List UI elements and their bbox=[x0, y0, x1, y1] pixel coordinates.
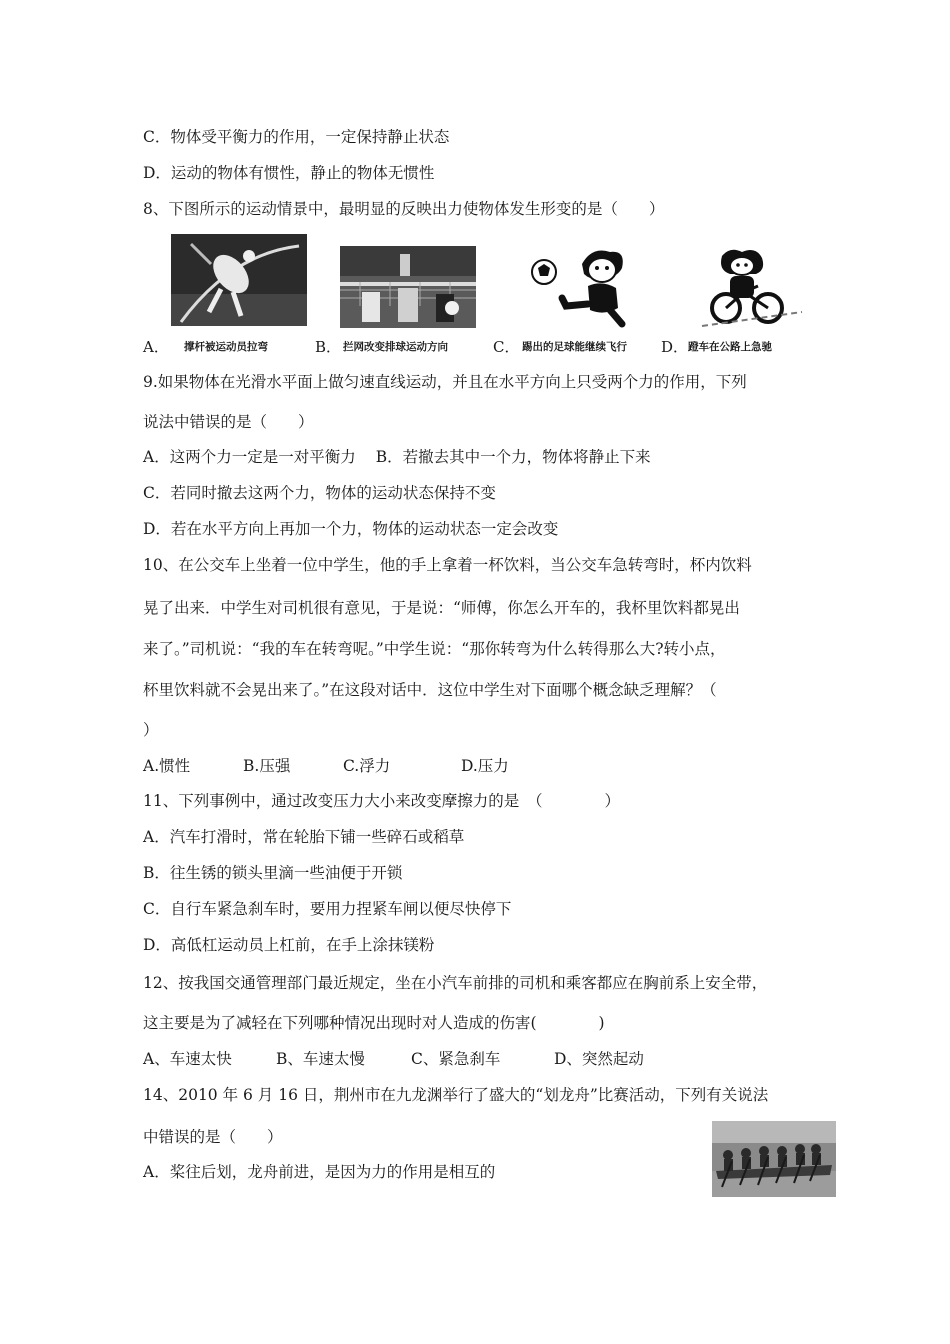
q11-option-d: D．高低杠运动员上杠前，在手上涂抹镁粉 bbox=[143, 936, 435, 954]
q8-option-a-caption: 撑杆被运动员拉弯 bbox=[184, 341, 268, 353]
q14-stem-line-1: 14、2010 年 6 月 16 日，荆州市在九龙渊举行了盛大的“划龙舟”比赛活动，下列有关说法 bbox=[143, 1086, 769, 1104]
q8-option-a-letter: A． bbox=[143, 338, 169, 356]
q8-option-b-caption: 拦网改变排球运动方向 bbox=[343, 341, 448, 353]
q8-option-d-caption: 蹬车在公路上急驰 bbox=[688, 341, 772, 353]
q9-option-d: D．若在水平方向上再加一个力，物体的运动状态一定会改变 bbox=[143, 520, 559, 538]
q10-stem-line-3: 来了。”司机说：“我的车在转弯呢。”中学生说：“那你转弯为什么转得那么大?转小点， bbox=[143, 640, 726, 658]
q9-stem-line-1: 9.如果物体在光滑水平面上做匀速直线运动，并且在水平方向上只受两个力的作用，下列 bbox=[143, 373, 747, 391]
q7-option-d: D．运动的物体有惯性，静止的物体无惯性 bbox=[143, 164, 435, 182]
q11-option-a: A．汽车打滑时，常在轮胎下铺一些碎石或稻草 bbox=[143, 828, 465, 846]
q9-options-ab bbox=[143, 447, 651, 467]
q8-option-c-letter: C． bbox=[493, 338, 520, 356]
q14-option-a: A．桨往后划，龙舟前进，是因为力的作用是相互的 bbox=[143, 1163, 496, 1181]
q9-option-a: A．这两个力一定是一对平衡力 bbox=[143, 448, 356, 466]
q11-option-c: C．自行车紧急刹车时，要用力捏紧车闸以便尽快停下 bbox=[143, 900, 512, 918]
q10-stem-line-5: ） bbox=[143, 721, 159, 739]
q10-stem-line-2: 晃了出来．中学生对司机很有意见，于是说：“师傅，你怎么开车的，我杯里饮料都晃出 bbox=[143, 599, 740, 617]
q8-image-a-pole-vault bbox=[171, 234, 307, 326]
q12-option-d: D、突然起动 bbox=[554, 1050, 644, 1068]
q8-stem: 8、下图所示的运动情景中，最明显的反映出力使物体发生形变的是（ ） bbox=[143, 200, 665, 218]
q9-option-c: C．若同时撤去这两个力，物体的运动状态保持不变 bbox=[143, 484, 496, 502]
q10-option-d: D.压力 bbox=[461, 757, 509, 775]
q10-stem-line-1: 10、在公交车上坐着一位中学生，他的手上拿着一杯饮料，当公交车急转弯时，杯内饮料 bbox=[143, 556, 752, 574]
q8-image-d-mascot-cycling bbox=[700, 246, 804, 330]
q7-option-c: C．物体受平衡力的作用，一定保持静止状态 bbox=[143, 128, 450, 146]
q12-option-c: C、紧急刹车 bbox=[411, 1050, 501, 1068]
q12-option-a: A、车速太快 bbox=[143, 1050, 232, 1068]
q9-option-b: B．若撤去其中一个力，物体将静止下来 bbox=[375, 448, 651, 466]
q9-stem-line-2: 说法中错误的是（ ） bbox=[143, 413, 314, 431]
q14-image-dragon-boat-race bbox=[712, 1121, 836, 1197]
q8-option-b-letter: B． bbox=[315, 338, 342, 356]
q8-image-c-mascot-kicking-ball bbox=[522, 246, 646, 328]
q8-image-b-volleyball-block bbox=[340, 246, 476, 328]
q12-option-b: B、车速太慢 bbox=[276, 1050, 365, 1068]
q11-stem: 11、下列事例中，通过改变压力大小来改变摩擦力的是 （ ） bbox=[143, 792, 620, 810]
q10-option-a: A.惯性 bbox=[143, 757, 191, 775]
q10-stem-line-4: 杯里饮料就不会晃出来了。”在这段对话中．这位中学生对下面哪个概念缺乏理解？（ bbox=[143, 681, 717, 699]
q8-option-d-letter: D． bbox=[661, 338, 689, 356]
q12-stem-line-2: 这主要是为了减轻在下列哪种情况出现时对人造成的伤害( ) bbox=[143, 1014, 605, 1032]
q12-stem-line-1: 12、按我国交通管理部门最近规定，坐在小汽车前排的司机和乘客都应在胸前系上安全带， bbox=[143, 974, 768, 992]
q8-option-c-caption: 踢出的足球能继续飞行 bbox=[522, 341, 627, 353]
q14-stem-line-2: 中错误的是（ ） bbox=[143, 1128, 283, 1146]
q10-option-b: B.压强 bbox=[243, 757, 291, 775]
q11-option-b: B．往生锈的锁头里滴一些油便于开锁 bbox=[143, 864, 403, 882]
q10-option-c: C.浮力 bbox=[343, 757, 391, 775]
